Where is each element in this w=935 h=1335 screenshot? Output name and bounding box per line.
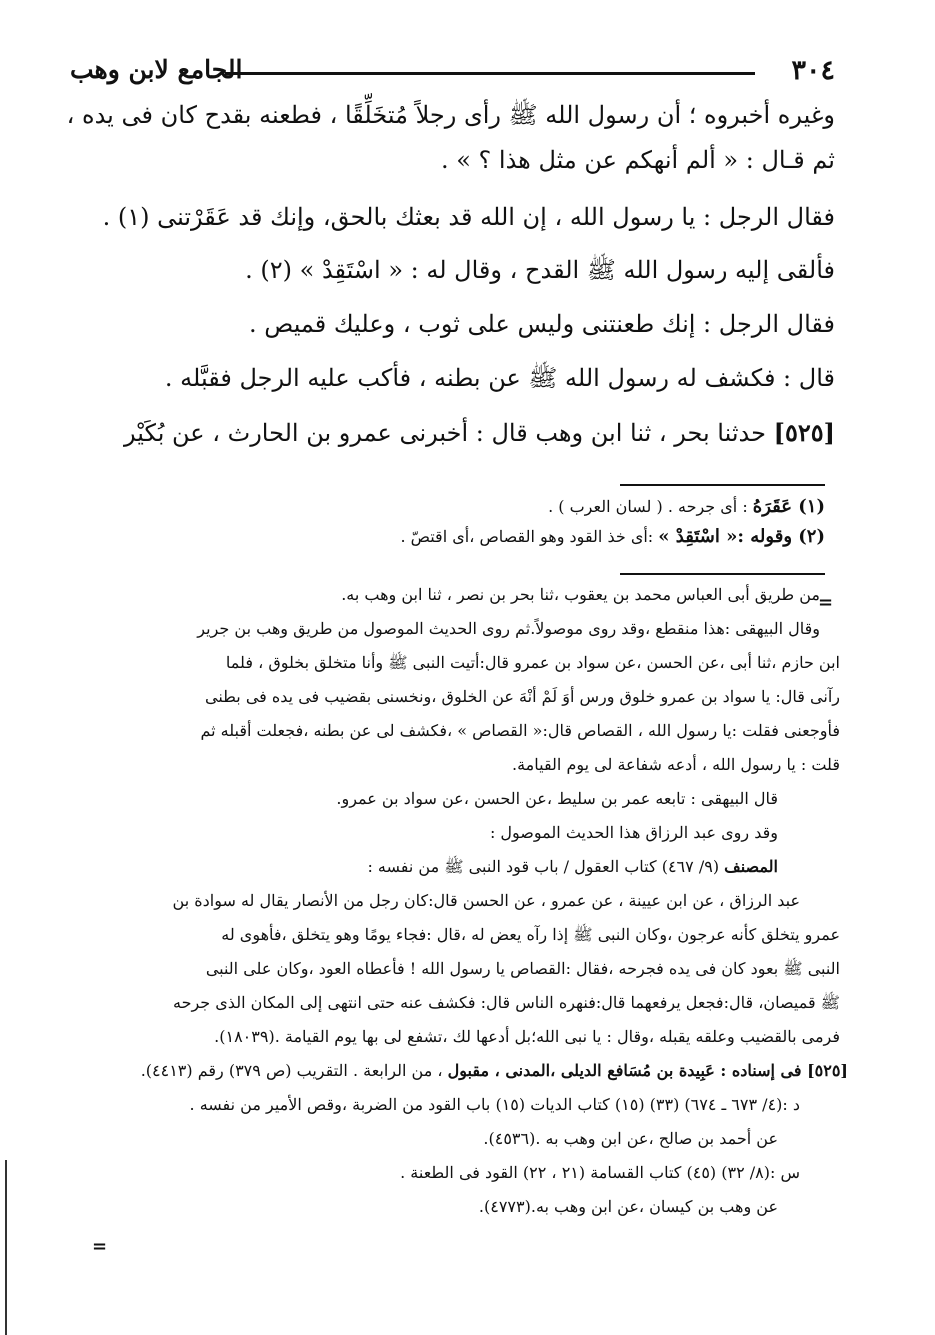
- page-header: [70, 55, 835, 95]
- takhrij-line: د :(٤/ ٦٧٣ ـ ٦٧٤) (٣٣) (١٥) كتاب الديات (١٥) باب القود من الضربة ،وقص الأمير من نفسه .: [189, 1095, 800, 1114]
- page-number: ٣٠٤: [791, 55, 835, 86]
- footnote-rule: [620, 484, 825, 486]
- main-line: وغيره أخبروه ؛ أن رسول الله ﷺ رأى رجلاً مُتخَلِّقًا ، فطعنه بقدح كان فى يده ،: [66, 101, 835, 129]
- isnad-label: [٥٢٥] فى إسناده : عَبِيدة بن مُسَافع الديلى ،المدنى ، مقبول: [447, 1061, 848, 1080]
- takhrij-line: عمرو يتخلق كأنه عرجون ،وكان النبى ﷺ إذا رآه يعض له ،قال :فجاء يومًا وهو يتخلق ،فأهوى له: [221, 925, 840, 944]
- takhrij-line: ﷺ قميصان، قال:فجعل يرفعهما قال:فنهره الناس قال: فكشف عنه حتى انتهى إلى المكان الذى جرحه: [173, 993, 840, 1012]
- main-line: فقال الرجل : يا رسول الله ، إن الله قد بعثك بالحق، وإنك قد عَقَرْتنى (١) .: [102, 203, 835, 231]
- left-edge-rule: [5, 1160, 7, 1335]
- main-line: فألقى إليه رسول الله ﷺ القدح ، وقال له : « اسْتَقِدْ » (٢) .: [245, 256, 835, 284]
- takhrij-line: عن وهب بن كيسان ،عن ابن وهب به.(٤٧٧٣).: [478, 1197, 778, 1216]
- hadith-number: [٥٢٥]: [773, 418, 835, 447]
- takhrij-line: قلت : يا رسول الله ، أدعه شفاعة لى يوم القيامة.: [512, 755, 840, 774]
- hadith-text: حدثنا بحر ، ثنا ابن وهب قال : أخبرنى عمرو بن الحارث ، عن بُكَيْر: [123, 419, 766, 447]
- main-line: ثم قـال : « ألم أنهكم عن مثل هذا ؟ » .: [440, 146, 835, 174]
- main-line: فقال الرجل : إنك طعنتنى وليس على ثوب ، وعليك قميص .: [249, 310, 835, 338]
- takhrij-line-isnad: [141, 1061, 848, 1080]
- footnote-text: :أى خذ القود وهو القصاص ،أى اقتصّ .: [400, 527, 654, 546]
- continuation-mark: =: [92, 1236, 108, 1257]
- takhrij-line: قال البيهقى : تابعه عمر بن سليط ،عن الحسن ،عن سواد بن عمرو.: [336, 789, 778, 808]
- takhrij-line: فرمى بالقضيب وعلقه يقبله ،وقال : يا نبى الله؛بل أدعها لك ،تشفع لى بها يوم القيامة .(١٨٠٣٩).: [214, 1027, 840, 1046]
- takhrij-line: عن أحمد بن صالح ،عن ابن وهب به .(٤٥٣٦).: [483, 1129, 778, 1148]
- footnote-text: : أى جرحه . ( لسان العرب ) .: [548, 497, 748, 516]
- takhrij-line: عبد الرزاق ، عن ابن عيينة ، عن عمرو ، عن الحسن قال:كان رجل من الأنصار يقال له سوادة بن: [172, 891, 800, 910]
- takhrij-rule: [620, 573, 825, 575]
- main-line: قال : فكشف له رسول الله ﷺ عن بطنه ، فأكب عليه الرجل فقبَّله .: [164, 364, 835, 392]
- header-rule: [225, 72, 755, 75]
- takhrij-line-musannaf: [367, 857, 778, 880]
- footnote-1: [548, 496, 825, 517]
- takhrij-line: وقال البيهقى :هذا منقطع ،وقد روى موصولاً.ثم روى الحديث الموصول من طريق وهب بن جرير: [197, 619, 820, 638]
- takhrij-line: وقد روى عبد الرزاق هذا الحديث الموصول :: [489, 823, 778, 842]
- musannaf-label: المصنف: [724, 857, 778, 876]
- takhrij-line: رآنى قال: يا سواد بن عمرو خلوق ورس أوَ لَمْ أنْهَ عن الخلوق ،ونخسنى بقضيب فى يده فى بطنى: [205, 687, 840, 706]
- running-title: الجامع لابن وهب: [70, 55, 243, 84]
- musannaf-ref: (٩/ ٤٦٧) كتاب العقول / باب قود النبى ﷺ من نفسه :: [367, 857, 720, 876]
- isnad-text: ، من الرابعة . التقريب (ص ٣٧٩) رقم (٤٤١٣).: [140, 1061, 443, 1080]
- main-line-hadith: [124, 418, 835, 447]
- takhrij-line: من طريق أبى العباس محمد بن يعقوب ،ثنا بحر بن نصر ، ثنا ابن وهب به.: [341, 585, 820, 604]
- takhrij-line: النبى ﷺ بعود كان فى يده فجرحه ،فقال :القصاص يا رسول الله ! فأعطاه العود ،وكان على النبى: [205, 959, 840, 978]
- takhrij-line: س :(٨/ ٣٢) (٤٥) كتاب القسامة (٢١ ، ٢٢) القود فى الطعنة .: [400, 1163, 800, 1182]
- takhrij-line: ابن حازم ،ثنا أبى ،عن الحسن ،عن سواد بن عمرو قال:أتيت النبى ﷺ وأنا متخلق بخلوق ، فلما: [225, 653, 840, 672]
- continuation-mark: =: [818, 592, 834, 613]
- footnote-word: (٢) وقوله :« اسْتَقِدْ »: [658, 526, 825, 547]
- takhrij-line: فأوجعنى فقلت :يا رسول الله ، القصاص قال:« القصاص » ،فكشف لى عن بطنه ،فجعلت أقبله ثم: [200, 721, 840, 740]
- footnote-word: (١) عَقَرَهُ: [752, 496, 825, 517]
- footnote-2: [400, 526, 825, 547]
